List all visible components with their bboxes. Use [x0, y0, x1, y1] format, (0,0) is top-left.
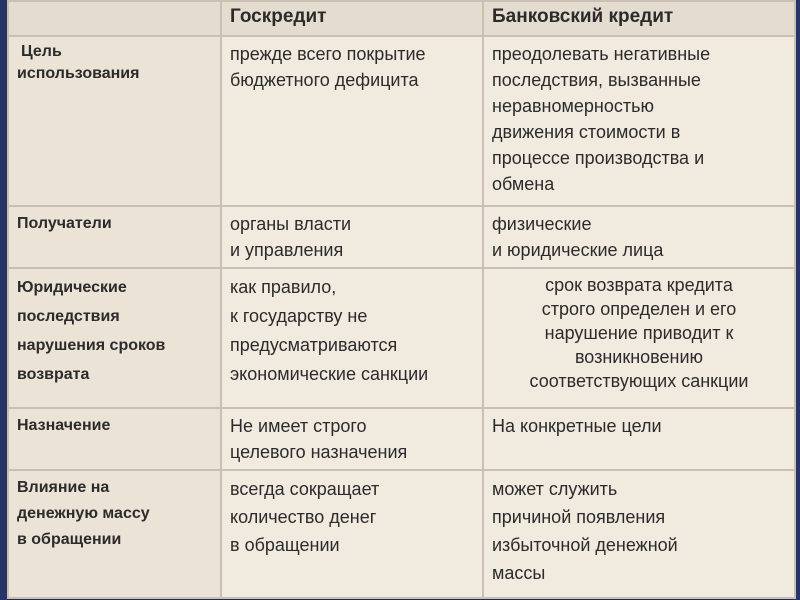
goskredit-legal-consequences: [221, 268, 483, 408]
goskredit-money-supply: [221, 470, 483, 598]
comparison-table: [7, 0, 796, 599]
goskredit-recipients: [221, 206, 483, 268]
row-label-line: использования: [17, 65, 140, 82]
row-label-line: Цель: [21, 43, 62, 60]
row-label-line: Юридические: [17, 279, 127, 296]
cell-line: нарушение приводит к: [544, 323, 734, 343]
row-label-line: Назначение: [17, 417, 111, 434]
cell-line: причиной появления: [492, 507, 666, 527]
bank-credit-designation: [483, 408, 795, 470]
row-label-purpose: [8, 36, 221, 206]
bank-credit-legal-consequences: [483, 268, 795, 408]
cell-line: избыточной денежной: [492, 535, 678, 555]
cell-line: всегда сокращает: [230, 479, 380, 499]
table-row-legal-consequences: [8, 268, 795, 408]
cell-line: последствия, вызванные: [492, 70, 701, 90]
cell-line: процессе производства и: [492, 148, 705, 168]
cell-line: может служить: [492, 479, 618, 499]
cell-line: и юридические лица: [492, 240, 664, 260]
cell-line: к государству не: [230, 306, 368, 326]
table-row-recipients: [8, 206, 795, 268]
header-empty-cell: [8, 1, 221, 36]
cell-line: прежде всего покрытие: [230, 44, 426, 64]
cell-line: срок возврата кредита: [545, 275, 733, 295]
row-label-money-supply: [8, 470, 221, 598]
bank-credit-money-supply: [483, 470, 795, 598]
row-label-legal-consequences: [8, 268, 221, 408]
cell-line: в обращении: [230, 535, 340, 555]
row-label-line: Получатели: [17, 215, 112, 232]
cell-line: и управления: [230, 240, 344, 260]
table-header-row: [8, 1, 795, 36]
goskredit-purpose: [221, 36, 483, 206]
cell-line: обмена: [492, 174, 555, 194]
row-label-recipients: [8, 206, 221, 268]
goskredit-designation: [221, 408, 483, 470]
row-label-line: последствия: [17, 308, 120, 325]
cell-line: массы: [492, 563, 546, 583]
cell-line: неравномерностью: [492, 96, 654, 116]
cell-line: соответствующих санкции: [529, 371, 749, 391]
row-label-line: возврата: [17, 366, 90, 383]
cell-line: преодолевать негативные: [492, 44, 711, 64]
cell-line: бюджетного дефицита: [230, 70, 419, 90]
row-label-line: в обращении: [17, 531, 122, 548]
table-row-designation: [8, 408, 795, 470]
cell-line: физические: [492, 214, 592, 234]
cell-line: экономические санкции: [230, 364, 429, 384]
cell-line: предусматриваются: [230, 335, 398, 355]
cell-line: Не имеет строго: [230, 416, 367, 436]
cell-line: На конкретные цели: [492, 416, 662, 436]
row-label-line: денежную массу: [17, 505, 150, 522]
cell-line: целевого назначения: [230, 442, 408, 462]
row-label-line: Влияние на: [17, 479, 110, 496]
cell-line: органы власти: [230, 214, 352, 234]
cell-line: строго определен и его: [541, 299, 737, 319]
table-row-purpose: [8, 36, 795, 206]
row-label-line: нарушения сроков: [17, 337, 166, 354]
table-row-money-supply: [8, 470, 795, 598]
header-goskredit: Госкредит: [221, 1, 483, 36]
bank-credit-recipients: [483, 206, 795, 268]
slide-frame-left: [0, 0, 7, 600]
cell-line: движения стоимости в: [492, 122, 681, 142]
cell-line: возникновению: [574, 347, 704, 367]
cell-line: как правило,: [230, 277, 337, 297]
bank-credit-purpose: [483, 36, 795, 206]
row-label-designation: [8, 408, 221, 470]
header-bank-credit: Банковский кредит: [483, 1, 795, 36]
cell-line: количество денег: [230, 507, 377, 527]
